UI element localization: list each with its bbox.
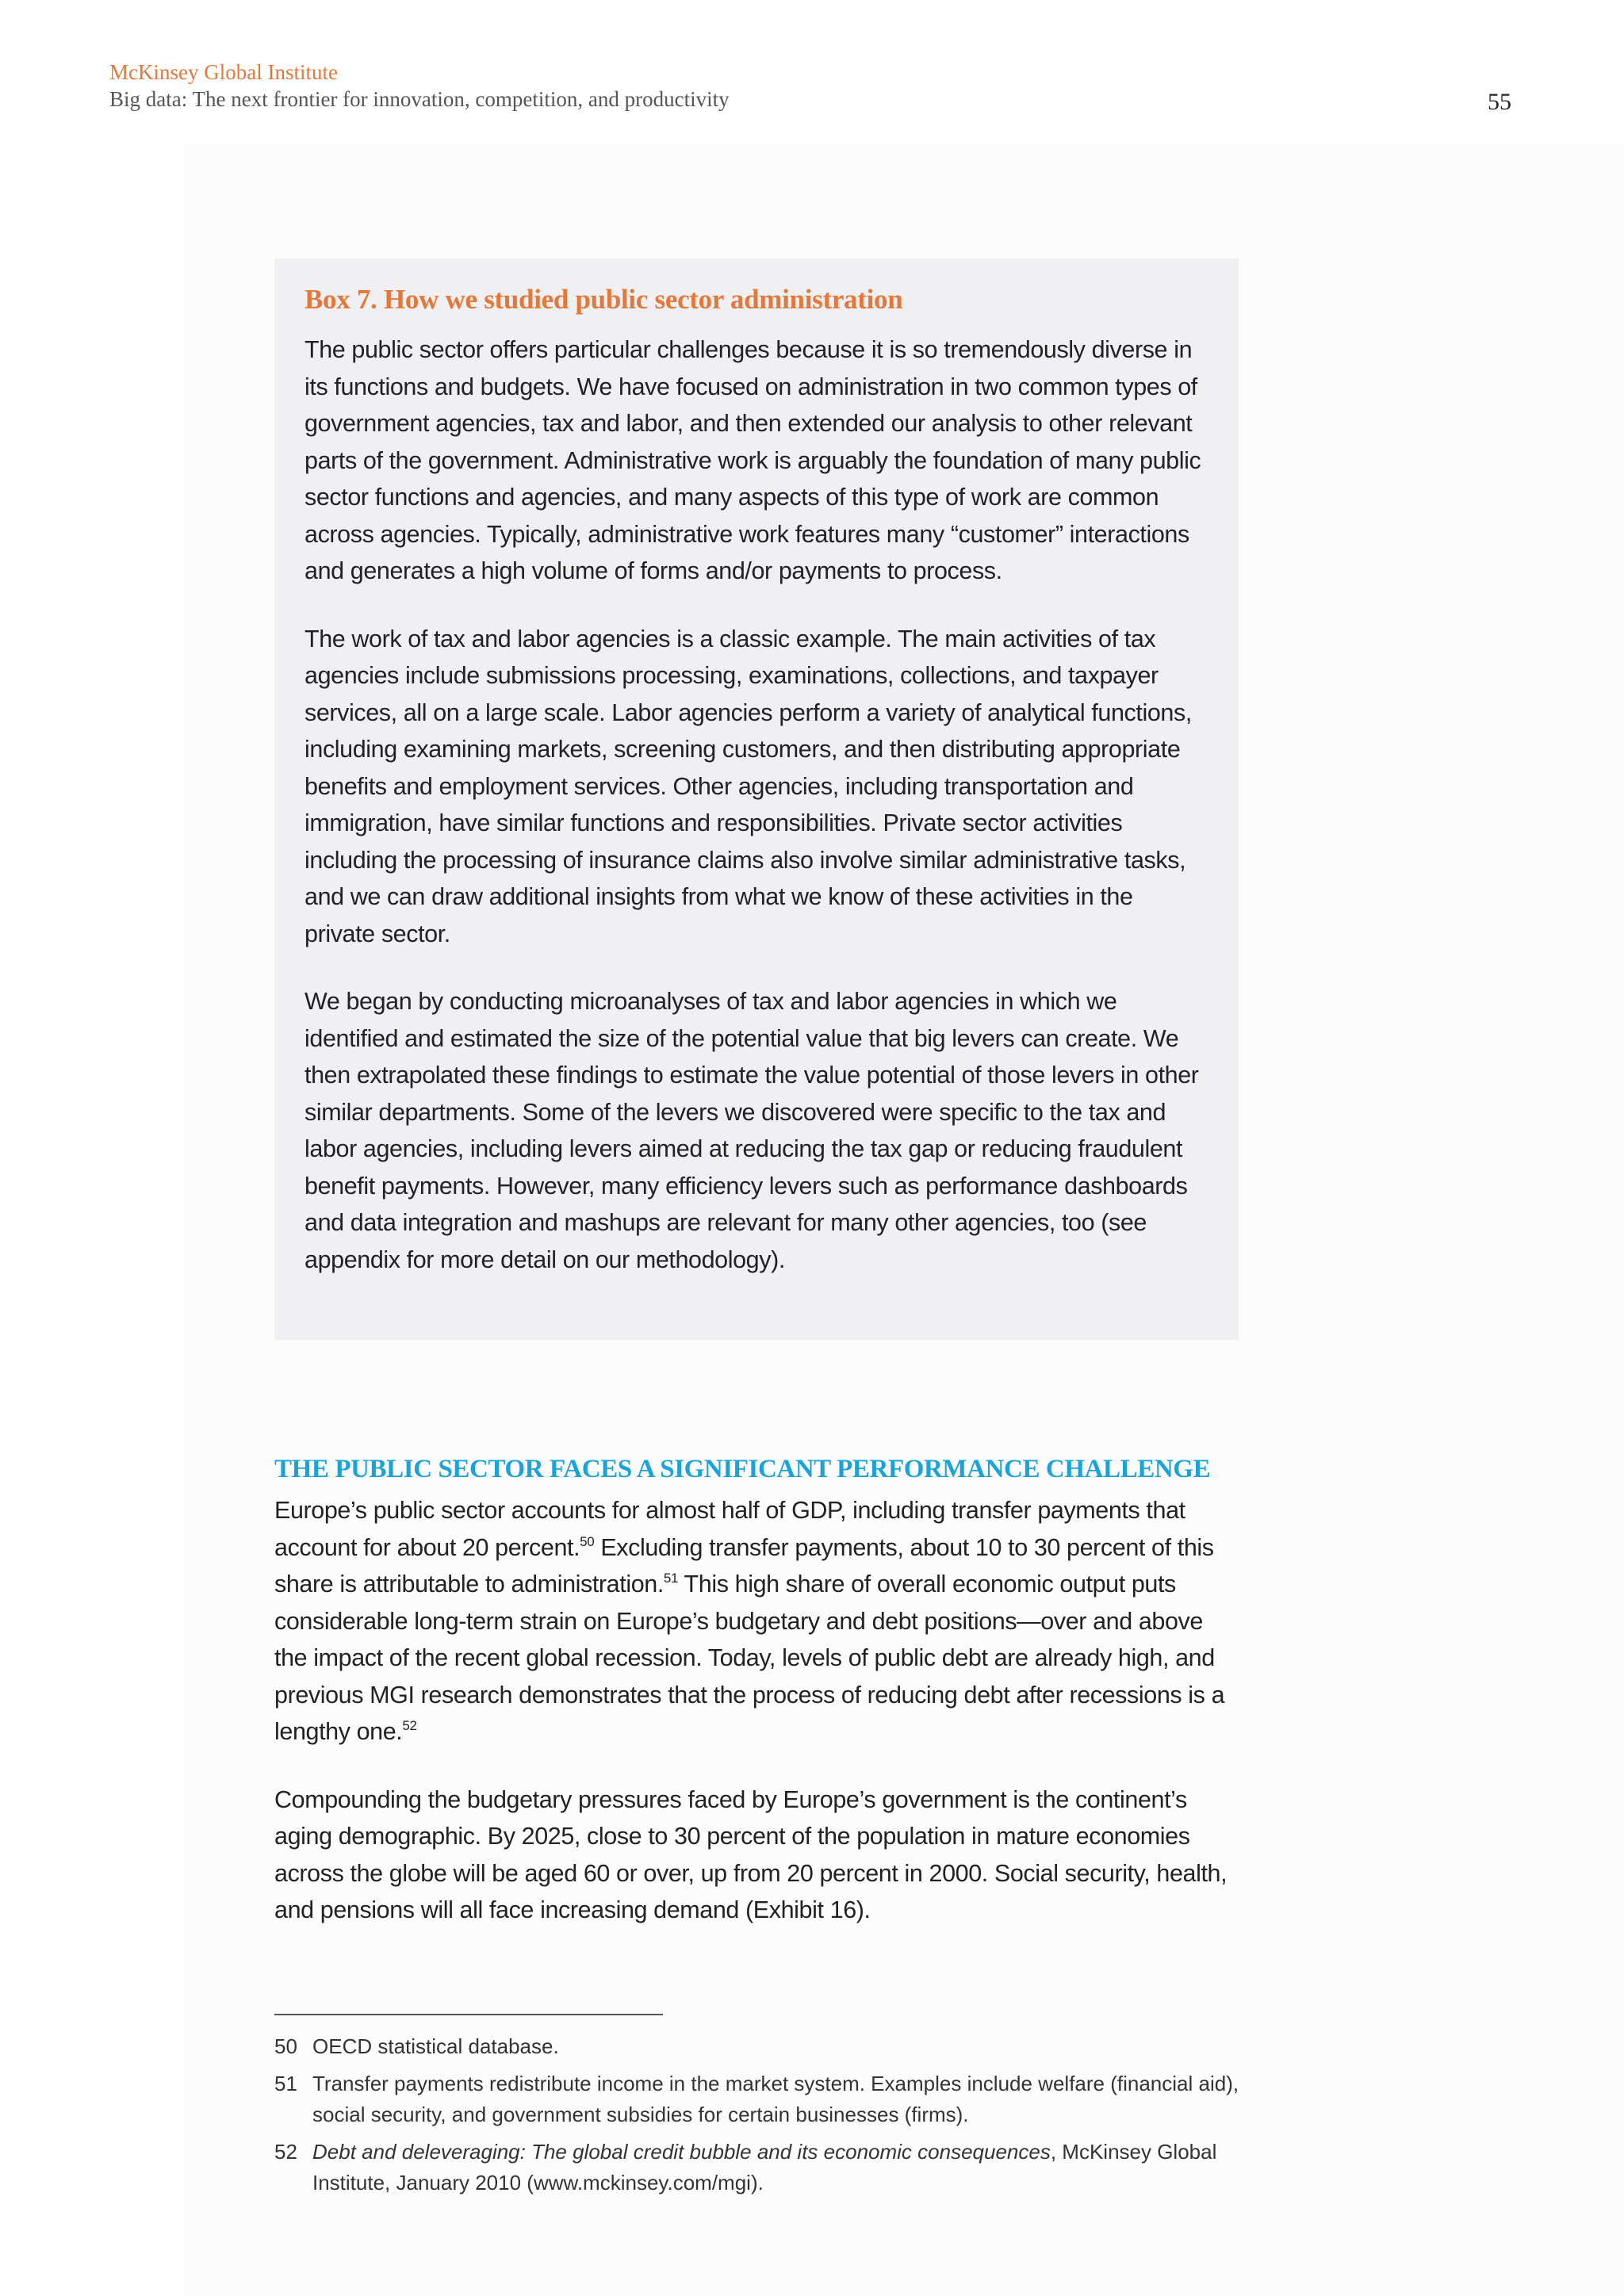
- footnote-50: [274, 2031, 1242, 2062]
- box-paragraph-2: The work of tax and labor agencies is a classic example. The main activities of tax agencies include submissions processing, examinations, collections, and taxpayer services, all on a large scale. Labor agencies perform a variety of analytical functions, including examining markets, screening customers, and then distributing appropriate benefits and employment services. Other agencies, including transportation and immigration, have similar functions and responsibilities. Private sector activities including the processing of insurance claims also involve similar administrative tasks, and we can draw additional insights from what we know of these activities in the private sector.: [304, 625, 1192, 947]
- box-paragraph-3: We began by conducting microanalyses of tax and labor agencies in which we identified and estimated the size of the potential value that big levers can create. We then extrapolated these findings to estimate the value potential of those levers in other similar departments. Some of the levers we discovered were specific to the tax and labor agencies, including levers aimed at reducing the tax gap or reducing fraudulent benefit payments. However, many efficiency levers such as performance dashboards and data integration and mashups are relevant for many other agencies, too (see appendix for more detail on our methodology).: [304, 988, 1199, 1273]
- footnote-ref-51[interactable]: 51: [663, 1571, 679, 1586]
- paragraph-text: This high share of overall economic output puts considerable long-term strain on Europe’s budgetary and debt positions—over and above the impact of the recent global recession. Today, levels of public debt are already high, and previous MGI research demonstrates that the process of reducing debt after recessions is a lengthy one.: [274, 1571, 1225, 1745]
- box-title: Box 7. How we studied public sector administration: [304, 284, 903, 315]
- footnote-51: [274, 2068, 1242, 2130]
- footnote-52: [274, 2137, 1242, 2198]
- body-paragraph-1: [274, 1492, 1242, 1751]
- footnote-text: [312, 2137, 1242, 2198]
- report-title: Big data: The next frontier for innovation, competition, and productivity: [109, 87, 730, 111]
- box-paragraph-1: The public sector offers particular challenges because it is so tremendously diverse in its functions and budgets. We have focused on administration in two common types of government agencies, tax and labor, and then extended our analysis to other relevant parts of the government. Administrative work is arguably the foundation of many public sector functions and agencies, and many aspects of this type of work are common across agencies. Typically, administrative work features many “customer” interactions and generates a high volume of forms and/or payments to process.: [304, 336, 1201, 584]
- footnote-divider: [274, 2014, 663, 2015]
- cited-work-title: Debt and deleveraging: The global credit bubble and its economic consequences: [312, 2140, 1051, 2164]
- paragraph-text: Excluding transfer payments, about 10 to 30 percent of this share is attributable to administration.: [274, 1533, 1214, 1598]
- footnote-ref-52[interactable]: 52: [402, 1718, 417, 1733]
- footnote-number: 50: [274, 2034, 297, 2058]
- main-section: [274, 1451, 1242, 1960]
- page-number: 55: [1488, 89, 1511, 115]
- footnote-number: 52: [274, 2140, 297, 2164]
- footnote-number: 51: [274, 2072, 297, 2095]
- footnote-text: OECD statistical database.: [312, 2034, 559, 2058]
- footnotes: [274, 2031, 1242, 2205]
- publisher-name: McKinsey Global Institute: [109, 60, 338, 84]
- section-heading: THE PUBLIC SECTOR FACES A SIGNIFICANT PERFORMANCE CHALLENGE: [274, 1455, 1211, 1483]
- paragraph-text: Europe’s public sector accounts for almost half of GDP, including transfer payments that account for about 20 percent.: [274, 1497, 1185, 1561]
- body-paragraph-2: Compounding the budgetary pressures faced by Europe’s government is the continent’s aging demographic. By 2025, close to 30 percent of the population in mature economies across the globe will be aged 60 or over, up from 20 percent in 2000. Social security, health, and pensions will all face increasing demand (Exhibit 16).: [274, 1785, 1228, 1923]
- footnote-ref-50[interactable]: 50: [580, 1533, 595, 1549]
- sidebar-box: [274, 258, 1239, 1340]
- citation-details: , McKinsey Global Institute, January 2010 (www.mckinsey.com/mgi).: [312, 2140, 1217, 2195]
- running-header: [109, 59, 730, 113]
- footnote-text: Transfer payments redistribute income in the market system. Examples include welfare (financial aid), social security, and government subsidies for certain businesses (firms).: [312, 2072, 1239, 2126]
